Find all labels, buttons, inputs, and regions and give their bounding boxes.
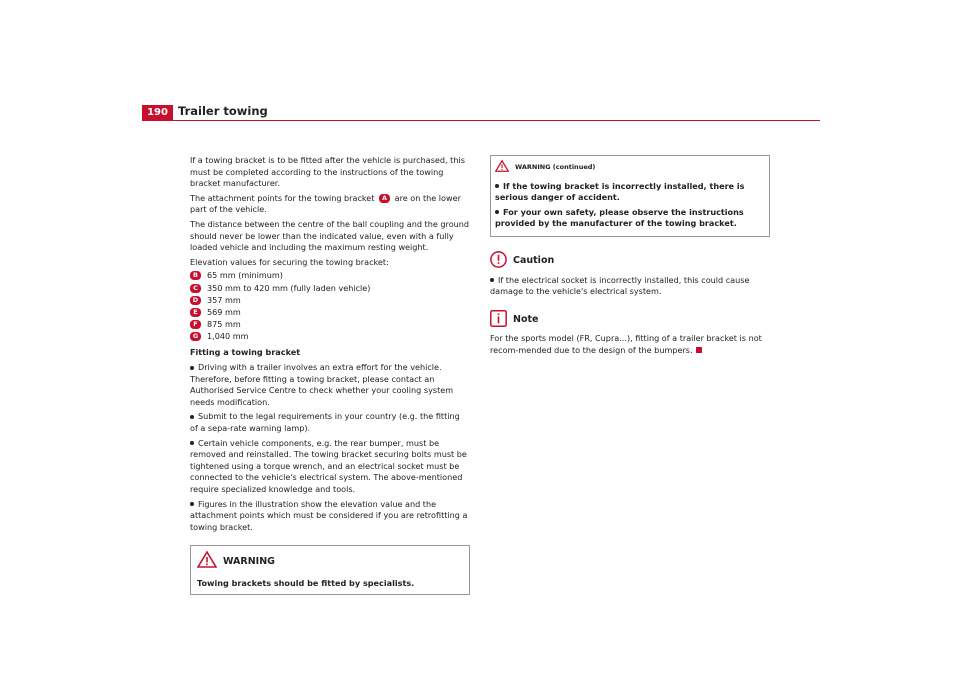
elevation-item bbox=[190, 330, 470, 342]
bullet-dot-icon bbox=[190, 502, 194, 506]
callout-badge: F bbox=[190, 320, 201, 329]
caution-header bbox=[490, 251, 768, 272]
bullet-text: If the towing bracket is incorrectly installed, there is serious danger of accident. bbox=[495, 180, 745, 203]
bullet-dot-icon bbox=[190, 441, 194, 445]
warning-continued-box bbox=[490, 155, 770, 237]
header-rule bbox=[142, 120, 820, 121]
caution-title: Caution bbox=[513, 255, 555, 267]
intro-paragraph: If a towing bracket is to be fitted after the vehicle is purchased, this must be completed according to the instructions of the towing bracket manufacturer. bbox=[190, 155, 465, 189]
note-info-icon bbox=[490, 310, 507, 331]
callout-badge-a: A bbox=[379, 194, 390, 203]
caution-item bbox=[490, 275, 768, 298]
bullet-text: For your own safety, please observe the instructions provided by the manufacturer of the towing bracket. bbox=[495, 206, 744, 229]
bullet-text: Driving with a trailer involves an extra effort for the vehicle. Therefore, before fitting a towing bracket, please contact an Authorised Service Centre to check whether your cooling system needs modification. bbox=[190, 362, 454, 407]
bullet-dot-icon bbox=[190, 415, 194, 419]
note-paragraph bbox=[490, 333, 768, 356]
note-header bbox=[490, 310, 768, 331]
warning-triangle-icon bbox=[197, 551, 217, 572]
page-number: 190 bbox=[142, 105, 173, 121]
elevation-value: 350 mm to 420 mm (fully laden vehicle) bbox=[207, 282, 371, 293]
callout-badge: E bbox=[190, 308, 201, 317]
bullet-item bbox=[190, 362, 470, 408]
bullet-dot-icon bbox=[190, 366, 194, 370]
elevation-item bbox=[190, 269, 470, 281]
elevation-item bbox=[190, 306, 470, 318]
warning-title: WARNING bbox=[223, 555, 275, 567]
elevation-list bbox=[190, 269, 470, 342]
warning-triangle-icon bbox=[495, 160, 509, 176]
elevation-item bbox=[190, 318, 470, 330]
bullet-dot-icon bbox=[490, 278, 494, 282]
fitting-heading: Fitting a towing bracket bbox=[190, 347, 301, 358]
callout-badge: C bbox=[190, 284, 201, 293]
warning-box bbox=[190, 545, 470, 594]
note-title: Note bbox=[513, 314, 539, 326]
callout-badge: G bbox=[190, 332, 201, 341]
right-column bbox=[490, 155, 768, 360]
warning-text: Towing brackets should be fitted by specialists. bbox=[197, 577, 415, 588]
bullet-item bbox=[190, 411, 470, 434]
callout-badge: B bbox=[190, 271, 201, 280]
elevation-value: 875 mm bbox=[207, 319, 241, 330]
bullet-item bbox=[190, 499, 470, 534]
elevation-value: 357 mm bbox=[207, 294, 241, 305]
bullet-text: Submit to the legal requirements in your country (e.g. the fitting of a sepa-rate warning lamp). bbox=[190, 411, 460, 434]
warning-header bbox=[197, 551, 463, 572]
attachment-text-after: are on the lower part of the vehicle. bbox=[190, 192, 461, 215]
attachment-text-before: The attachment points for the towing bracket bbox=[190, 192, 375, 203]
elevation-value: 65 mm (minimum) bbox=[207, 270, 283, 281]
caution-text: If the electrical socket is incorrectly installed, this could cause damage to the vehicle's electrical system. bbox=[490, 274, 750, 297]
elevation-value: 569 mm bbox=[207, 306, 241, 317]
note-text: For the sports model (FR, Cupra...), fitting of a trailer bracket is not recom-mended due to the design of the bumpers. bbox=[490, 333, 762, 355]
elevation-item bbox=[190, 282, 470, 294]
warning-continued-title: WARNING (continued) bbox=[515, 163, 596, 171]
bullet-dot-icon bbox=[495, 184, 499, 188]
end-of-section-icon bbox=[696, 347, 702, 353]
callout-badge: D bbox=[190, 296, 201, 305]
left-column bbox=[190, 155, 470, 595]
bullet-text: Certain vehicle components, e.g. the rear bumper, must be removed and reinstalled. The towing bracket securing bolts must be tightened using a torque wrench, and an electrical socket must be connected to the vehicle's electrical system. The above-mentioned require specialized knowledge and tools. bbox=[190, 437, 467, 494]
page-title: Trailer towing bbox=[178, 104, 268, 118]
distance-paragraph: The distance between the centre of the ball coupling and the ground should never be lower than the indicated value, even with a fully loaded vehicle and including the maximum resting weight. bbox=[190, 218, 470, 253]
attachment-paragraph bbox=[190, 193, 470, 216]
bullet-item bbox=[190, 438, 470, 496]
elevation-item bbox=[190, 294, 470, 306]
warning-continued-header bbox=[495, 160, 765, 176]
caution-exclamation-icon bbox=[490, 251, 507, 272]
bullet-item bbox=[495, 207, 765, 230]
elevation-value: 1,040 mm bbox=[207, 331, 249, 342]
bullet-dot-icon bbox=[495, 210, 499, 214]
elevation-intro: Elevation values for securing the towing bracket: bbox=[190, 256, 389, 267]
bullet-item bbox=[495, 181, 765, 204]
bullet-text: Figures in the illustration show the elevation value and the attachment points which must be considered if you are retrofitting a towing bracket. bbox=[190, 498, 468, 532]
